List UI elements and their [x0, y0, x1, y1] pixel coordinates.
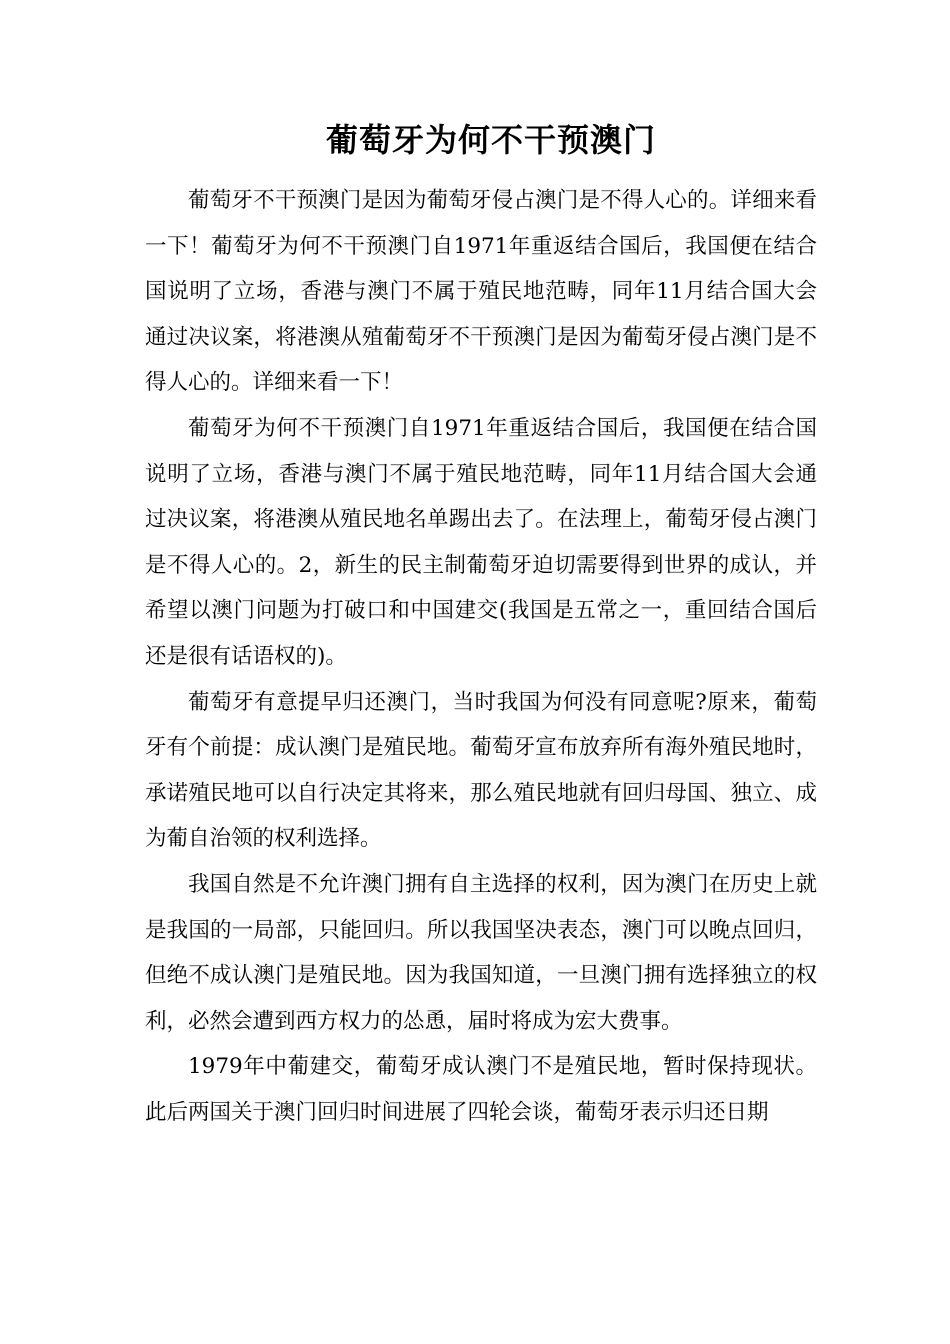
paragraph-4: 我国自然是不允许澳门拥有自主选择的权利，因为澳门在历史上就是我国的一局部，只能回归。所以我国坚决表态，澳门可以晚点回归，但绝不成认澳门是殖民地。因为我国知道，一旦澳门拥有选择独立的权利，必然会遭到西方权力的怂恿，届时将成为宏大费事。: [145, 871, 817, 1034]
document-page: [145, 118, 817, 1135]
paragraph-1: 葡萄牙不干预澳门是因为葡萄牙侵占澳门是不得人心的。详细来看一下！葡萄牙为何不干预澳门自1971年重返结合国后，我国便在结合国说明了立场，香港与澳门不属于殖民地范畴，同年11月结合国大会通过决议案，将港澳从殖葡萄牙不干预澳门是因为葡萄牙侵占澳门是不得人心的。详细来看一下！: [145, 188, 817, 396]
document-title: 葡萄牙为何不干预澳门: [325, 121, 656, 159]
paragraph-3: 葡萄牙有意提早归还澳门，当时我国为何没有同意呢?原来，葡萄牙有个前提：成认澳门是殖民地。葡萄牙宣布放弃所有海外殖民地时，承诺殖民地可以自行决定其将来，那么殖民地就有回归母国、独立、成为葡自治领的权利选择。: [145, 689, 817, 852]
paragraph-2: 葡萄牙为何不干预澳门自1971年重返结合国后，我国便在结合国说明了立场，香港与澳门不属于殖民地范畴，同年11月结合国大会通过决议案，将港澳从殖民地名单踢出去了。在法理上，葡萄牙侵占澳门是不得人心的。2，新生的民主制葡萄牙迫切需要得到世界的成认，并希望以澳门问题为打破口和中国建交(我国是五常之一，重回结合国后还是很有话语权的)。: [145, 415, 817, 669]
paragraph-5: 1979年中葡建交，葡萄牙成认澳门不是殖民地，暂时保持现状。此后两国关于澳门回归时间进展了四轮会谈，葡萄牙表示归还日期: [145, 1054, 817, 1125]
